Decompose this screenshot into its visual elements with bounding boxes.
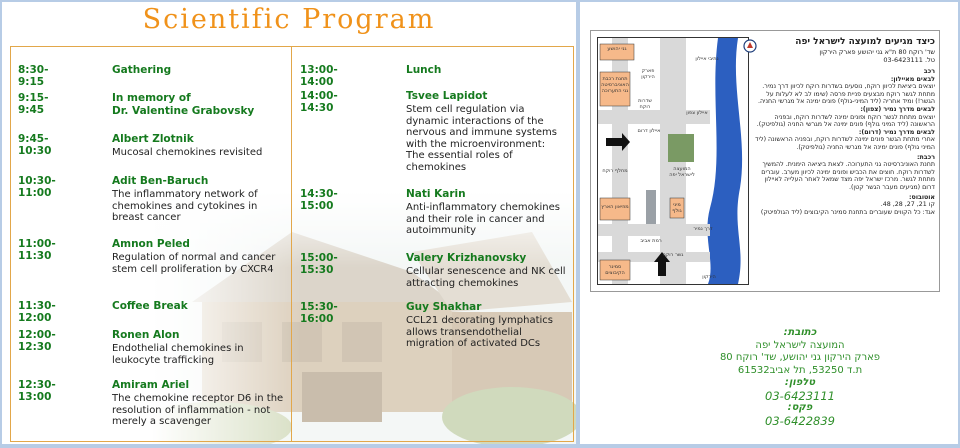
slot-time: 11:30-12:00 xyxy=(18,300,56,324)
slot-speaker: Coffee Break xyxy=(112,300,188,312)
car-2-title: לבאים מדרך נמיר (צפון): xyxy=(860,105,935,113)
map-label: סמינר הקיבוצים xyxy=(605,264,625,276)
slot-time: 12:00-12:30 xyxy=(18,329,56,353)
slot-time: 15:00-15:30 xyxy=(300,252,338,276)
fax-number: 03-6422839 xyxy=(765,413,835,428)
slot-time: 10:30-11:00 xyxy=(18,175,56,199)
slot-speaker: Nati Karin xyxy=(406,188,466,200)
slot-talk: Cellular senescence and NK cell attracting chemokines xyxy=(406,266,566,289)
directions-card xyxy=(590,30,940,292)
map-label: פארק הירקון xyxy=(641,68,655,80)
map-label: הירקון xyxy=(702,274,716,280)
slot-speaker: Adit Ben-Baruch xyxy=(112,175,209,187)
map-label: דרך נמיר xyxy=(693,226,713,232)
map-label: נתיבי איילון xyxy=(695,56,719,62)
program-title: Scientific Program xyxy=(142,4,436,35)
bus-title: אוטובוס: xyxy=(909,193,935,201)
address-block xyxy=(700,327,900,427)
slot-talk: The chemokine receptor D6 in the resolution of inflammation - not merely a scavenger xyxy=(112,393,284,427)
slot-time: 9:15-9:45 xyxy=(18,92,49,116)
car-title: רכב xyxy=(923,68,935,75)
address-line: המועצה לישראל יפה xyxy=(755,339,845,351)
slot-time: 14:00-14:30 xyxy=(300,90,338,114)
directions-phone: טל. 03-6423111 xyxy=(883,56,935,64)
slot-time: 14:30-15:00 xyxy=(300,188,338,212)
column-divider xyxy=(291,46,292,442)
address-label: כתובת: xyxy=(783,327,817,338)
map-label: מחלף רוקח xyxy=(602,168,628,174)
slot-time: 12:30-13:00 xyxy=(18,379,56,403)
organization-logo-icon xyxy=(743,39,757,53)
slot-speaker: Amnon Peled xyxy=(112,238,190,250)
slot-speaker: Amiram Ariel xyxy=(112,379,190,391)
map-label: תחנת רכבת האוניברסיטה גני התערוכה xyxy=(601,76,629,94)
car-2-text: יוצאים מתחת לגשר רוקח ופונים ימינה לשדרות רוקח, ובפניה הראשונה (ליד המיני גולף) פונים ימינה אל מגרשי החניה (גולפיטק). xyxy=(756,113,935,129)
slot-talk: Stem cell regulation via dynamic interactions of the nervous and immune systems with the microenvironment: The essential roles of chemokines xyxy=(406,104,557,173)
slot-talk: Regulation of normal and cancer stem cell proliferation by CXCR4 xyxy=(112,252,276,275)
slot-speaker: Tsvee Lapidot xyxy=(406,90,488,102)
slot-speaker: In memory of Dr. Valentine Grabovsky xyxy=(112,92,255,117)
map-drawing xyxy=(598,38,748,284)
directions-subheading: שד' רוקח 80 ת"א גני יהושע פארק הירקון xyxy=(819,48,935,56)
slot-speaker: Lunch xyxy=(406,64,442,76)
slot-speaker: Valery Krizhanovsky xyxy=(406,252,527,264)
slot-speaker: Gathering xyxy=(112,64,172,76)
phone-number: 03-6423111 xyxy=(765,388,835,403)
map-label: גשר רוקח xyxy=(662,252,684,258)
directions-text xyxy=(755,37,935,287)
slot-talk: Endothelial chemokines in leukocyte trafficking xyxy=(112,343,244,366)
car-3-title: לבאים מדרך נמיר (דרום): xyxy=(858,128,935,136)
slot-time: 15:30-16:00 xyxy=(300,301,338,325)
car-1-text: יוצאים ביציאת לכיוון רוקח, נוסעים בשדרות רוקח לכיוון דרך נמיר. מתחת לגשר רוקח מבצעים פניית פרסה (שימו לב לא לעלות על הגשר!) ומיד אחריה (ליד המיני-גולף) פונים ימינה אל מגרשי החניה. xyxy=(757,83,935,106)
slot-time: 11:00-11:30 xyxy=(18,238,56,262)
slot-speaker: Albert Zlotnik xyxy=(112,133,194,145)
slot-speaker: Guy Shakhar xyxy=(406,301,482,313)
map-label: מוזיאון הארץ xyxy=(601,204,629,210)
slot-time: 9:45-10:30 xyxy=(18,133,52,157)
map-label: המועצה לישראל יפה xyxy=(669,166,695,178)
slot-talk: CCL21 decorating lymphatics allows transendothelial migration of activated DCs xyxy=(406,315,554,349)
bus-text: קו 21, 27, 28, 48. xyxy=(880,201,935,209)
address-line: ת.ד 53250, תל אביב61532 xyxy=(737,364,863,376)
fax-label: פקס: xyxy=(787,402,813,413)
address-line: פארק הירקון גני יהושע, שד' רוקח 80 xyxy=(719,352,881,363)
slot-talk: Anti-inflammatory chemokines and their role in cancer and autoimmunity xyxy=(406,202,561,236)
train-title: רכבת: xyxy=(916,153,935,161)
slot-talk: Mucosal chemokines revisited xyxy=(112,147,263,158)
location-map xyxy=(597,37,749,285)
car-3-text: אחרי מתחת הגשר פונים ימינה לשדרות רוקח, ובפניה הראשונה (ליד המיני גולף) פונים ימינה אל מגרשי החניה (גולפיטק). xyxy=(755,136,935,151)
car-1-title: לבאים מאיילון: xyxy=(890,75,935,83)
slot-time: 8:30-9:15 xyxy=(18,64,49,88)
bus-note: אגד: כל הקווים שעוברים בתחנת סמינר הקיבוצים (ליד הגולפיטק) xyxy=(760,208,935,216)
map-label: מיני גולף xyxy=(672,202,682,214)
slot-speaker: Ronen Alon xyxy=(112,329,180,341)
train-text: תחנת האוניברסיטה גני התערוכה. לצאת ביציאה הימנית. להמשיך לשדרות רוקח. חוצים את הכביש ופונים ימינה לכיוון מערב. עוברים מתחת לגשר. מרכז ישראל יפה מצד שמאל לאחר העלייה לאיילון דרום (מגיעים מעבר הגשר קטן). xyxy=(761,161,935,191)
phone-label: טלפון: xyxy=(784,377,816,388)
map-label: שדרות רוקח xyxy=(638,98,652,110)
slot-talk: The inflammatory network of chemokines and cytokines in breast cancer xyxy=(112,189,258,223)
map-label: גני יהושע xyxy=(607,46,627,52)
map-label: איילון דרום xyxy=(637,128,661,134)
directions-heading: כיצד מגיעים למועצה לישראל יפה xyxy=(795,37,935,47)
program-panel xyxy=(2,2,576,444)
slot-time: 13:00-14:00 xyxy=(300,64,338,88)
map-label: רמת אביב xyxy=(640,238,662,244)
map-label: איילון צפון xyxy=(686,110,708,116)
directions-panel xyxy=(580,2,958,444)
